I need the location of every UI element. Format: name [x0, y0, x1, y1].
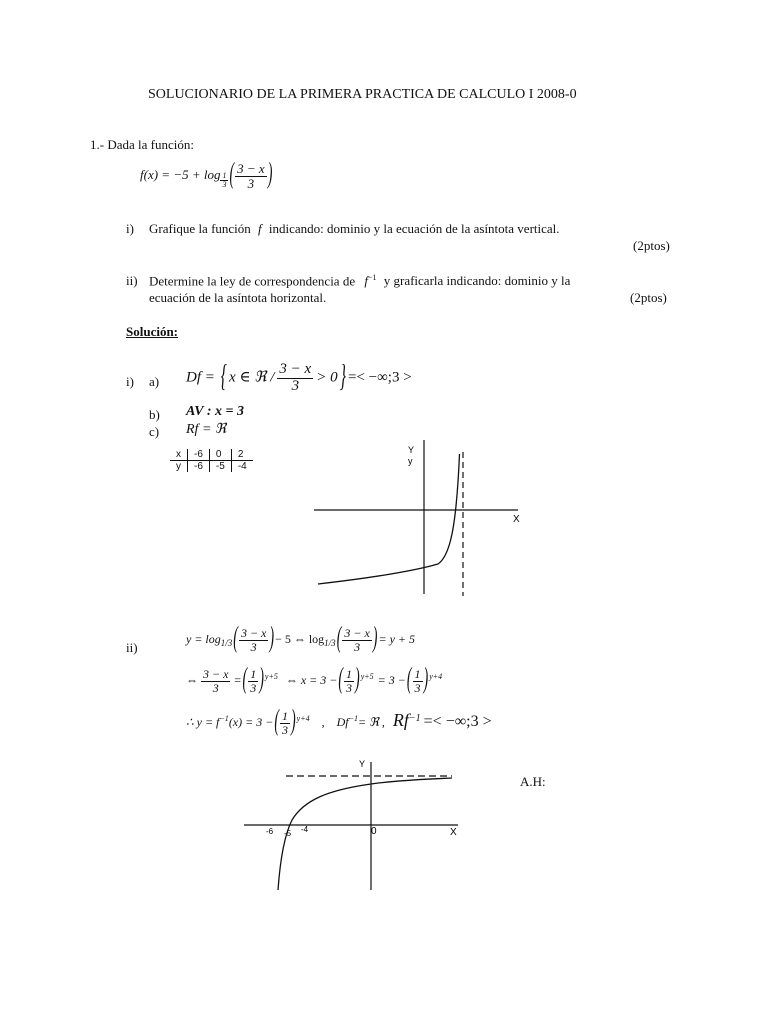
values-table — [170, 449, 253, 472]
inverse-step-1: $y = \log_{1/3}$( $\frac{3 - x}{3}$ )− 5 ⇔ $\log_{1/3}$( $\frac{3 - x}{3}$ )= y + 5 — [186, 623, 415, 655]
inverse-step-2: ⇔ $\frac{3 - x}{3}$ =( $\frac{1}{3}$ )$^{y+5}$ ⇔ x = 3 −( $\frac{1}{3}$ )$^{y+5}$ = 3 −( $\frac{1}{3}$ )$^{y+4}$ — [186, 664, 443, 696]
y-axis-label: Y — [359, 759, 366, 769]
x-axis-label: X — [513, 514, 520, 525]
function-definition: f(x) = −5 + log $_{\frac{1}{3}}$ ( $\frac{3 - x}{3}$ ) — [140, 159, 273, 191]
problem-label: 1.- Dada la función: — [90, 137, 194, 152]
sol-i-c-label: c) — [149, 424, 160, 439]
graph-inverse-function — [240, 752, 472, 894]
part-ii-points: (2ptos) — [630, 290, 667, 305]
part-ii-text-line2: ecuación de la asíntota horizontal. — [149, 290, 327, 305]
page-title: SOLUCIONARIO DE LA PRIMERA PRACTICA DE CALCULO I 2008-0 — [148, 87, 577, 102]
part-i-text: Grafique la función f indicando: dominio y la ecuación de la asíntota vertical. — [149, 221, 560, 236]
origin-label: 0 — [371, 826, 377, 837]
sol-i-a-label: a) — [149, 374, 160, 389]
horizontal-asymptote-annotation: A.H: — [520, 774, 546, 789]
part-ii-text: Determine la ley de correspondencia de $f^{-1}$ y graficarla indicando: dominio y la — [149, 273, 571, 289]
tick-label: -5 — [284, 829, 292, 838]
sol-i-b-label: b) — [149, 407, 160, 422]
y-axis-label-2: y — [408, 456, 413, 466]
tick-label: -6 — [266, 827, 274, 836]
tick-label: -4 — [301, 825, 309, 834]
part-i-points: (2ptos) — [633, 238, 670, 253]
part-i-label: i) — [126, 221, 134, 236]
vertical-asymptote: AV : x = 3 — [186, 404, 245, 419]
part-ii-label: ii) — [126, 273, 138, 288]
table-row: x -6 0 2 — [170, 449, 253, 461]
y-axis-label: Y — [408, 445, 415, 455]
domain-equation: Df = { x ∈ ℜ / $\frac{3 - x}{3}$ > 0 } =< −∞;3 > — [186, 360, 412, 395]
inverse-result: ∴ $y = f^{-1}(x) = 3$ −( $\frac{1}{3}$ )$^{y+4}$ , $Df^{-1}=$ ℜ , $Rf^{-1}$ =< −∞;3 > — [186, 706, 492, 738]
sol-ii-label: ii) — [126, 640, 138, 655]
solution-heading: Solución: — [126, 324, 179, 339]
range-equation: Rf = ℜ — [186, 422, 227, 437]
curve — [278, 778, 452, 890]
table-row: y -6 -5 -4 — [170, 461, 253, 473]
function-lhs: f(x) = −5 + log — [140, 167, 221, 183]
curve — [318, 454, 460, 584]
x-axis-label: X — [450, 827, 457, 838]
sol-i-label: i) — [126, 374, 134, 389]
graph-log-function — [310, 436, 530, 598]
